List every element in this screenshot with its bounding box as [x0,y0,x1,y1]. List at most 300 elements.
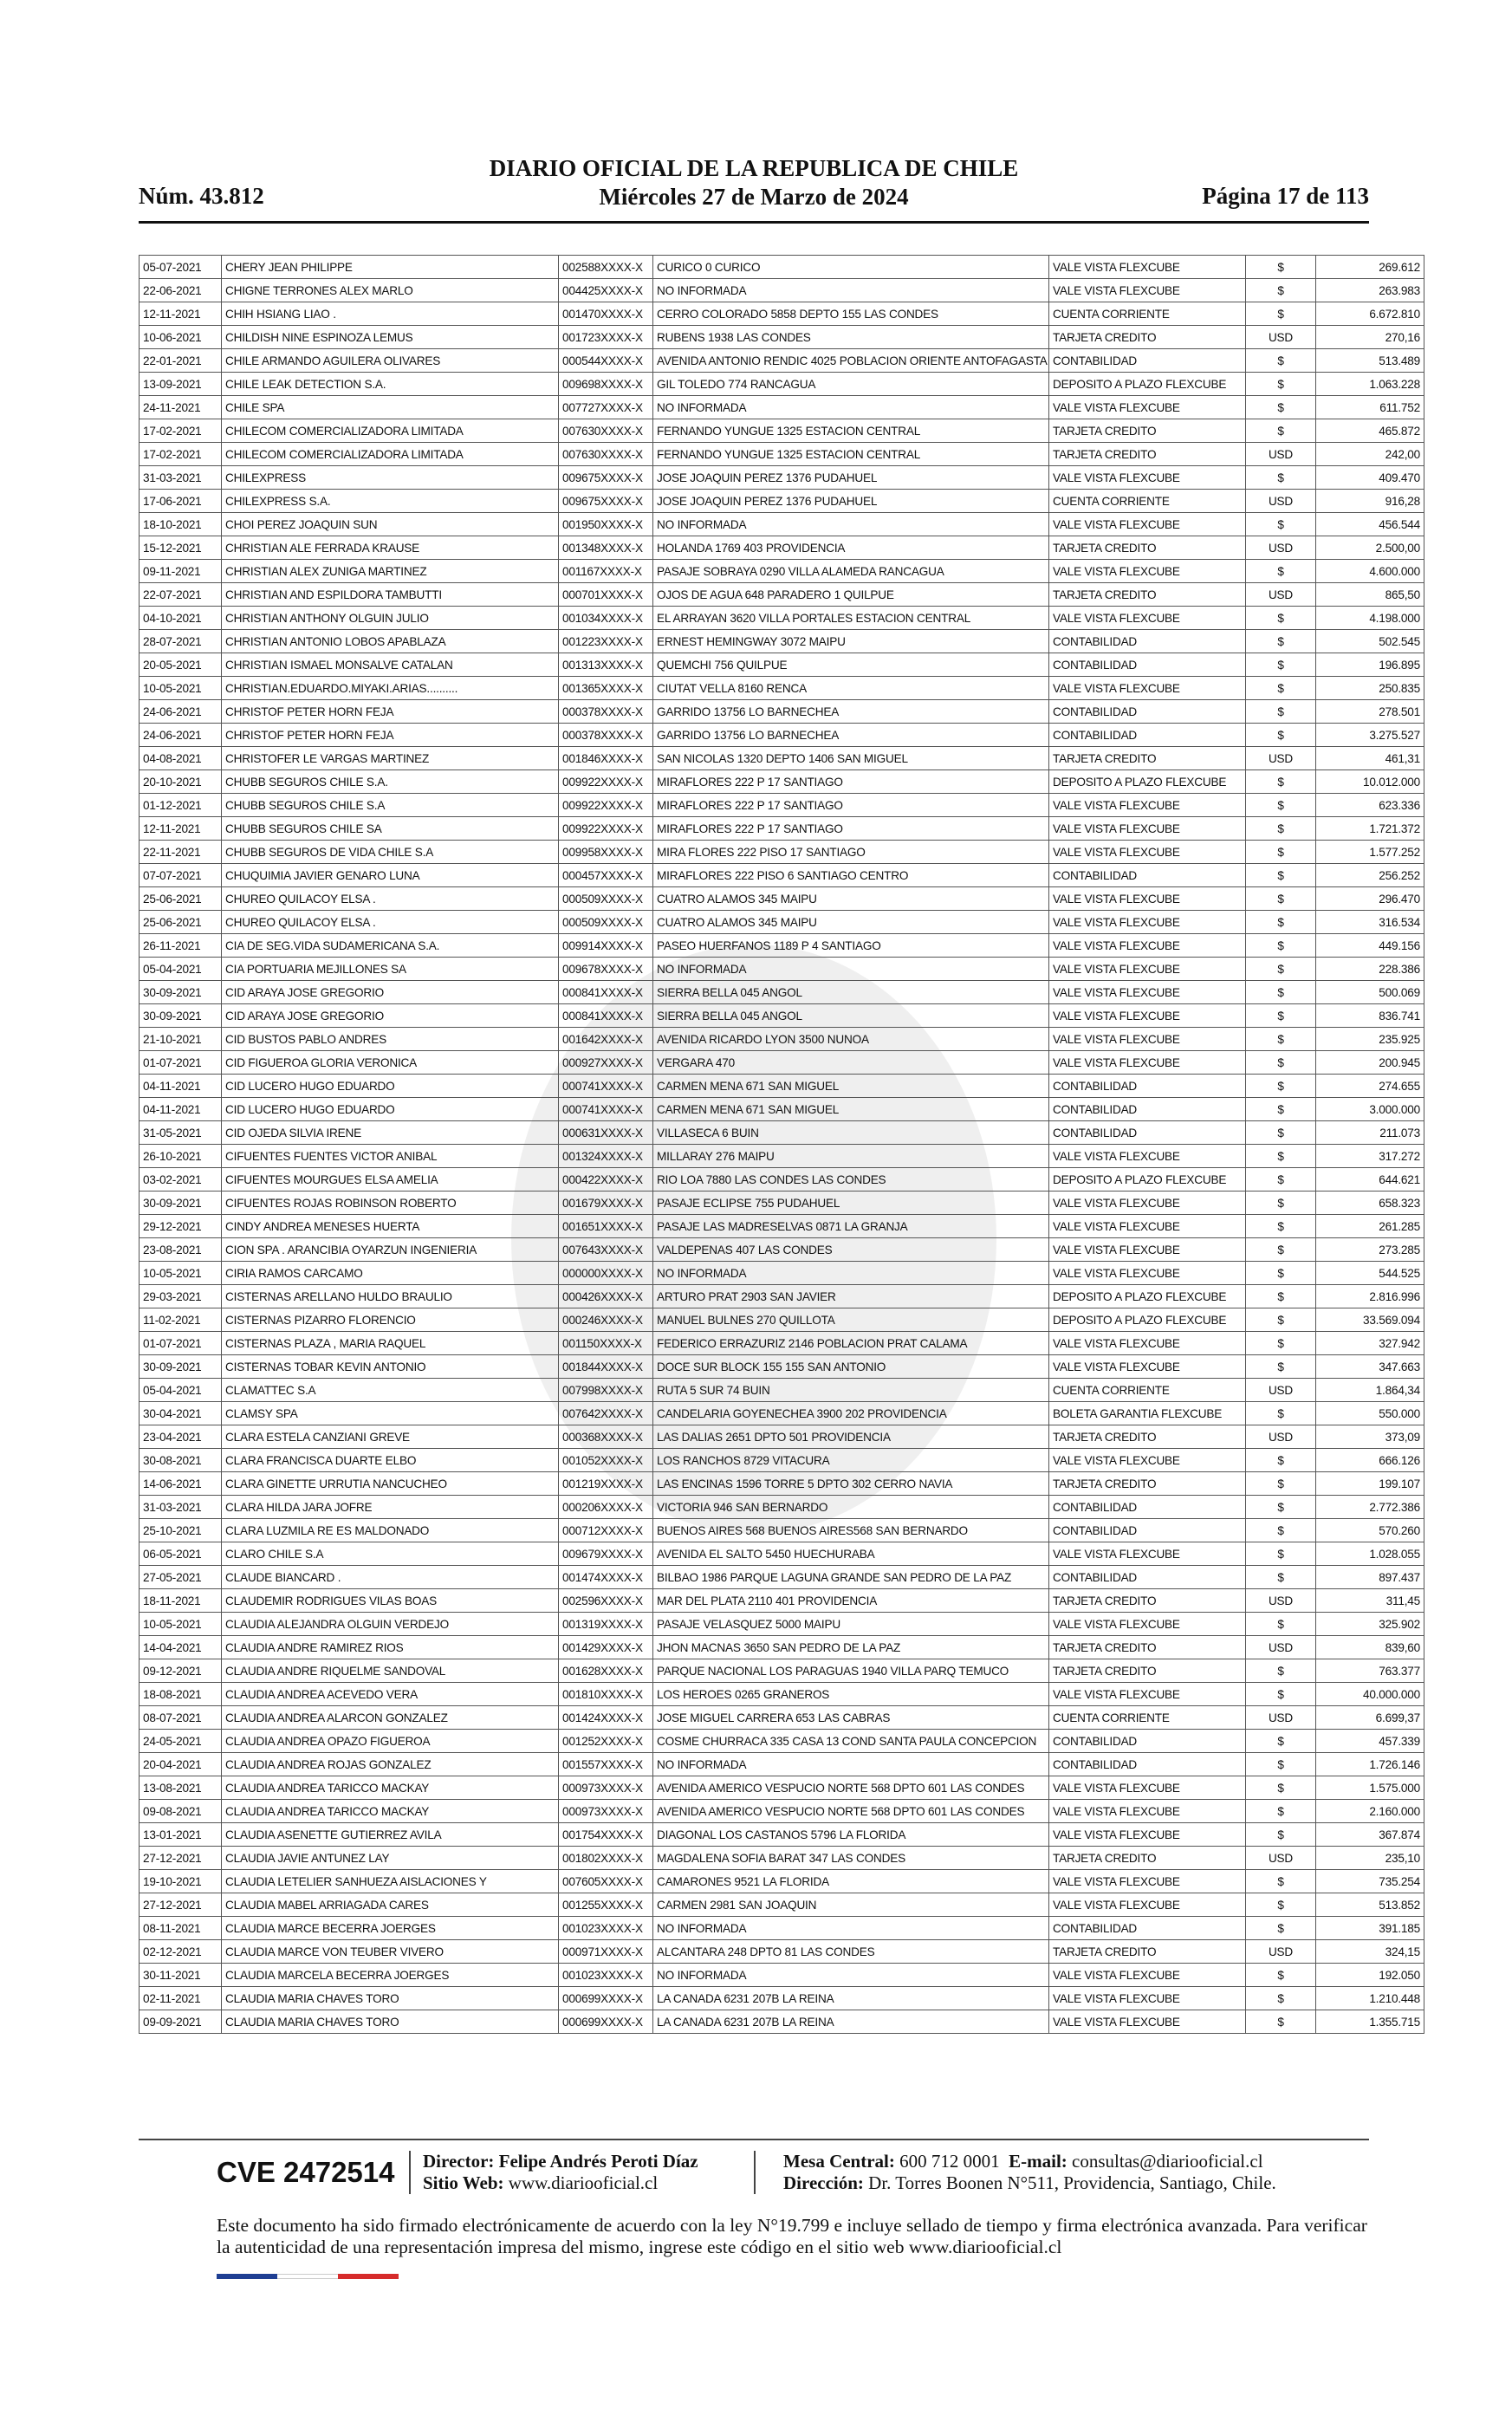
row-address: MAR DEL PLATA 2110 401 PROVIDENCIA [653,1589,1049,1613]
row-product: TARJETA CREDITO [1049,419,1246,443]
row-date: 22-07-2021 [140,583,222,607]
table-row [140,1753,1424,1776]
row-product: VALE VISTA FLEXCUBE [1049,841,1246,864]
row-name: CHRISTIAN ANTHONY OLGUIN JULIO [222,607,559,630]
row-address: PASAJE ECLIPSE 755 PUDAHUEL [653,1192,1049,1215]
row-date: 24-06-2021 [140,700,222,724]
row-name: CHRISTIAN ANTONIO LOBOS APABLAZA [222,630,559,653]
row-product: VALE VISTA FLEXCUBE [1049,1823,1246,1847]
row-name: CLAUDE BIANCARD . [222,1566,559,1589]
row-currency: USD [1246,1379,1316,1402]
row-address: CUATRO ALAMOS 345 MAIPU [653,911,1049,934]
row-address: NO INFORMADA [653,958,1049,981]
row-product: VALE VISTA FLEXCUBE [1049,817,1246,841]
row-address: ARTURO PRAT 2903 SAN JAVIER [653,1285,1049,1308]
row-rut: 009675XXXX-X [559,466,653,490]
row-rut: 000973XXXX-X [559,1800,653,1823]
row-currency: $ [1246,1542,1316,1566]
row-address: AVENIDA ANTONIO RENDIC 4025 POBLACION ORIENTE ANTOFAGASTA [653,349,1049,373]
gazette-masthead [139,154,1369,211]
row-currency: $ [1246,1145,1316,1168]
row-amount: 3.000.000 [1316,1098,1424,1121]
row-amount: 644.621 [1316,1168,1424,1192]
row-name: CHUBB SEGUROS CHILE S.A. [222,770,559,794]
row-address: AVENIDA RICARDO LYON 3500 NUNOA [653,1028,1049,1051]
row-rut: 001052XXXX-X [559,1449,653,1472]
row-address: SIERRA BELLA 045 ANGOL [653,981,1049,1004]
table-row [140,1964,1424,1987]
email-link[interactable]: consultas@diariooficial.cl [1072,2151,1263,2172]
row-amount: 456.544 [1316,513,1424,536]
row-currency: $ [1246,513,1316,536]
row-amount: 196.895 [1316,653,1424,677]
row-rut: 009958XXXX-X [559,841,653,864]
row-product: TARJETA CREDITO [1049,583,1246,607]
row-name: CLAUDIA ASENETTE GUTIERREZ AVILA [222,1823,559,1847]
table-row [140,1425,1424,1449]
row-amount: 735.254 [1316,1870,1424,1893]
table-row [140,794,1424,817]
row-currency: $ [1246,1028,1316,1051]
row-product: CONTABILIDAD [1049,864,1246,887]
row-currency: USD [1246,536,1316,560]
row-product: CONTABILIDAD [1049,1496,1246,1519]
row-name: CHUREO QUILACOY ELSA . [222,887,559,911]
row-name: CID OJEDA SILVIA IRENE [222,1121,559,1145]
row-address: NO INFORMADA [653,396,1049,419]
table-row [140,513,1424,536]
row-date: 08-07-2021 [140,1706,222,1730]
row-product: VALE VISTA FLEXCUBE [1049,607,1246,630]
row-product: DEPOSITO A PLAZO FLEXCUBE [1049,770,1246,794]
row-amount: 916,28 [1316,490,1424,513]
row-address: RUBENS 1938 LAS CONDES [653,326,1049,349]
table-row [140,1987,1424,2010]
table-row [140,1449,1424,1472]
row-product: TARJETA CREDITO [1049,747,1246,770]
row-rut: 001255XXXX-X [559,1893,653,1917]
row-product: VALE VISTA FLEXCUBE [1049,513,1246,536]
row-product: VALE VISTA FLEXCUBE [1049,1800,1246,1823]
row-address: JHON MACNAS 3650 SAN PEDRO DE LA PAZ [653,1636,1049,1659]
row-amount: 242,00 [1316,443,1424,466]
table-row [140,934,1424,958]
row-product: VALE VISTA FLEXCUBE [1049,1355,1246,1379]
row-address: FERNANDO YUNGUE 1325 ESTACION CENTRAL [653,443,1049,466]
row-address: ALCANTARA 248 DPTO 81 LAS CONDES [653,1940,1049,1964]
row-name: CID LUCERO HUGO EDUARDO [222,1075,559,1098]
row-product: CONTABILIDAD [1049,1730,1246,1753]
row-amount: 6.672.810 [1316,302,1424,326]
mesa-phone: 600 712 0001 [899,2151,1000,2172]
row-amount: 324,15 [1316,1940,1424,1964]
row-date: 05-07-2021 [140,256,222,279]
row-amount: 1.721.372 [1316,817,1424,841]
footer-separator [754,2151,756,2194]
row-address: CUATRO ALAMOS 345 MAIPU [653,887,1049,911]
row-product: VALE VISTA FLEXCUBE [1049,1776,1246,1800]
row-name: CHILE LEAK DETECTION S.A. [222,373,559,396]
row-product: DEPOSITO A PLAZO FLEXCUBE [1049,373,1246,396]
table-row [140,1917,1424,1940]
row-rut: 001679XXXX-X [559,1192,653,1215]
row-rut: 001313XXXX-X [559,653,653,677]
row-date: 31-05-2021 [140,1121,222,1145]
row-currency: $ [1246,1893,1316,1917]
row-date: 17-06-2021 [140,490,222,513]
row-rut: 001844XXXX-X [559,1355,653,1379]
row-address: MIRAFLORES 222 P 17 SANTIAGO [653,770,1049,794]
row-amount: 2.816.996 [1316,1285,1424,1308]
row-date: 04-08-2021 [140,747,222,770]
row-rut: 000378XXXX-X [559,724,653,747]
row-name: CIFUENTES FUENTES VICTOR ANIBAL [222,1145,559,1168]
row-date: 02-12-2021 [140,1940,222,1964]
row-rut: 000422XXXX-X [559,1168,653,1192]
row-currency: $ [1246,607,1316,630]
table-row [140,1636,1424,1659]
row-name: CHILDISH NINE ESPINOZA LEMUS [222,326,559,349]
row-date: 14-06-2021 [140,1472,222,1496]
row-name: CLAUDIA MARCE BECERRA JOERGES [222,1917,559,1940]
table-row [140,1192,1424,1215]
row-product: CUENTA CORRIENTE [1049,1379,1246,1402]
row-date: 03-02-2021 [140,1168,222,1192]
row-rut: 000741XXXX-X [559,1098,653,1121]
row-amount: 513.489 [1316,349,1424,373]
row-product: VALE VISTA FLEXCUBE [1049,560,1246,583]
row-address: FERNANDO YUNGUE 1325 ESTACION CENTRAL [653,419,1049,443]
row-address: AVENIDA AMERICO VESPUCIO NORTE 568 DPTO 601 LAS CONDES [653,1800,1049,1823]
row-amount: 4.198.000 [1316,607,1424,630]
row-currency: $ [1246,653,1316,677]
address-value: Dr. Torres Boonen N°511, Providencia, Santiago, Chile. [868,2172,1276,2193]
row-currency: $ [1246,1098,1316,1121]
row-currency: $ [1246,279,1316,302]
table-row [140,700,1424,724]
row-amount: 228.386 [1316,958,1424,981]
row-amount: 235,10 [1316,1847,1424,1870]
row-address: LA CANADA 6231 207B LA REINA [653,2010,1049,2034]
row-address: SAN NICOLAS 1320 DEPTO 1406 SAN MIGUEL [653,747,1049,770]
row-amount: 897.437 [1316,1566,1424,1589]
row-product: CONTABILIDAD [1049,1098,1246,1121]
row-rut: 009914XXXX-X [559,934,653,958]
table-row [140,1075,1424,1098]
row-rut: 001023XXXX-X [559,1917,653,1940]
row-rut: 001470XXXX-X [559,302,653,326]
issue-date: Miércoles 27 de Marzo de 2024 [599,184,909,210]
row-rut: 001424XXXX-X [559,1706,653,1730]
table-row [140,1402,1424,1425]
row-address: QUEMCHI 756 QUILPUE [653,653,1049,677]
row-name: CHRISTIAN AND ESPILDORA TAMBUTTI [222,583,559,607]
table-row [140,864,1424,887]
address-label: Dirección: [783,2172,864,2193]
row-name: CID LUCERO HUGO EDUARDO [222,1098,559,1121]
row-amount: 2.160.000 [1316,1800,1424,1823]
page-indicator: Página 17 de 113 [1202,183,1369,209]
row-rut: 000841XXXX-X [559,981,653,1004]
row-product: CONTABILIDAD [1049,1121,1246,1145]
table-row [140,1893,1424,1917]
row-product: TARJETA CREDITO [1049,1425,1246,1449]
row-address: DIAGONAL LOS CASTANOS 5796 LA FLORIDA [653,1823,1049,1847]
mesa-label: Mesa Central: [783,2151,895,2172]
row-amount: 550.000 [1316,1402,1424,1425]
row-name: CIFUENTES MOURGUES ELSA AMELIA [222,1168,559,1192]
row-date: 28-07-2021 [140,630,222,653]
row-product: BOLETA GARANTIA FLEXCUBE [1049,1402,1246,1425]
row-currency: USD [1246,490,1316,513]
row-date: 10-05-2021 [140,1262,222,1285]
table-row [140,1659,1424,1683]
row-date: 27-12-2021 [140,1893,222,1917]
row-date: 15-12-2021 [140,536,222,560]
row-name: CLAMATTEC S.A [222,1379,559,1402]
row-amount: 2.772.386 [1316,1496,1424,1519]
row-product: CONTABILIDAD [1049,1566,1246,1589]
row-currency: $ [1246,1449,1316,1472]
row-product: VALE VISTA FLEXCUBE [1049,887,1246,911]
row-currency: $ [1246,887,1316,911]
row-product: VALE VISTA FLEXCUBE [1049,1683,1246,1706]
row-rut: 000246XXXX-X [559,1308,653,1332]
row-address: GARRIDO 13756 LO BARNECHEA [653,700,1049,724]
row-rut: 000206XXXX-X [559,1496,653,1519]
row-rut: 007630XXXX-X [559,443,653,466]
row-product: VALE VISTA FLEXCUBE [1049,1542,1246,1566]
row-name: CHRISTOFER LE VARGAS MARTINEZ [222,747,559,770]
row-currency: $ [1246,677,1316,700]
row-currency: $ [1246,1192,1316,1215]
row-date: 23-08-2021 [140,1238,222,1262]
row-currency: $ [1246,1308,1316,1332]
row-amount: 763.377 [1316,1659,1424,1683]
row-date: 12-11-2021 [140,302,222,326]
row-name: CHILEXPRESS [222,466,559,490]
row-amount: 278.501 [1316,700,1424,724]
row-address: CARMEN MENA 671 SAN MIGUEL [653,1075,1049,1098]
table-row [140,373,1424,396]
row-date: 18-10-2021 [140,513,222,536]
row-date: 20-05-2021 [140,653,222,677]
row-address: BILBAO 1986 PARQUE LAGUNA GRANDE SAN PEDRO DE LA PAZ [653,1566,1049,1589]
row-currency: $ [1246,1355,1316,1379]
table-row [140,630,1424,653]
table-row [140,326,1424,349]
row-address: CAMARONES 9521 LA FLORIDA [653,1870,1049,1893]
row-address: CERRO COLORADO 5858 DEPTO 155 LAS CONDES [653,302,1049,326]
row-currency: $ [1246,724,1316,747]
table-row [140,841,1424,864]
row-currency: $ [1246,1566,1316,1589]
row-name: CID FIGUEROA GLORIA VERONICA [222,1051,559,1075]
row-amount: 317.272 [1316,1145,1424,1168]
row-product: VALE VISTA FLEXCUBE [1049,1238,1246,1262]
row-name: CISTERNAS TOBAR KEVIN ANTONIO [222,1355,559,1379]
row-address: AVENIDA EL SALTO 5450 HUECHURABA [653,1542,1049,1566]
website-label: Sitio Web: [423,2172,504,2193]
table-row [140,1472,1424,1496]
row-name: CLAUDIA ANDREA TARICCO MACKAY [222,1776,559,1800]
table-row [140,887,1424,911]
row-name: CLAUDIA MARIA CHAVES TORO [222,1987,559,2010]
row-name: CLAMSY SPA [222,1402,559,1425]
row-currency: $ [1246,302,1316,326]
row-currency: $ [1246,1168,1316,1192]
row-date: 09-08-2021 [140,1800,222,1823]
row-rut: 001034XXXX-X [559,607,653,630]
row-name: CHILECOM COMERCIALIZADORA LIMITADA [222,419,559,443]
issue-number: Núm. 43.812 [139,183,264,209]
row-currency: $ [1246,1753,1316,1776]
row-currency: USD [1246,1589,1316,1613]
row-address: PARQUE NACIONAL LOS PARAGUAS 1940 VILLA PARQ TEMUCO [653,1659,1049,1683]
row-product: VALE VISTA FLEXCUBE [1049,958,1246,981]
row-amount: 1.726.146 [1316,1753,1424,1776]
row-date: 26-10-2021 [140,1145,222,1168]
footer-separator [409,2151,411,2194]
row-currency: $ [1246,1402,1316,1425]
table-row [140,1238,1424,1262]
row-currency: $ [1246,1613,1316,1636]
row-rut: 004425XXXX-X [559,279,653,302]
row-address: SIERRA BELLA 045 ANGOL [653,1004,1049,1028]
website-link[interactable]: www.diariooficial.cl [508,2172,659,2193]
row-product: VALE VISTA FLEXCUBE [1049,1893,1246,1917]
row-rut: 007605XXXX-X [559,1870,653,1893]
row-amount: 839,60 [1316,1636,1424,1659]
table-row [140,1215,1424,1238]
row-address: ERNEST HEMINGWAY 3072 MAIPU [653,630,1049,653]
row-name: CISTERNAS PIZARRO FLORENCIO [222,1308,559,1332]
row-currency: USD [1246,443,1316,466]
table-row [140,1308,1424,1332]
row-address: JOSE JOAQUIN PEREZ 1376 PUDAHUEL [653,466,1049,490]
table-row [140,981,1424,1004]
row-product: TARJETA CREDITO [1049,1940,1246,1964]
row-address: JOSE JOAQUIN PEREZ 1376 PUDAHUEL [653,490,1049,513]
row-rut: 001167XXXX-X [559,560,653,583]
row-amount: 40.000.000 [1316,1683,1424,1706]
row-currency: $ [1246,1262,1316,1285]
row-name: CHRISTIAN.EDUARDO.MIYAKI.ARIAS.......... [222,677,559,700]
row-address: MIRAFLORES 222 P 17 SANTIAGO [653,817,1049,841]
row-rut: 007643XXXX-X [559,1238,653,1262]
row-date: 04-11-2021 [140,1098,222,1121]
row-product: CONTABILIDAD [1049,724,1246,747]
row-product: CONTABILIDAD [1049,1075,1246,1098]
row-product: VALE VISTA FLEXCUBE [1049,794,1246,817]
row-date: 12-11-2021 [140,817,222,841]
table-row [140,958,1424,981]
flag-blue-segment [217,2274,277,2279]
row-date: 20-04-2021 [140,1753,222,1776]
row-rut: 001642XXXX-X [559,1028,653,1051]
table-row [140,607,1424,630]
row-name: CLAUDIA ALEJANDRA OLGUIN VERDEJO [222,1613,559,1636]
row-product: TARJETA CREDITO [1049,1589,1246,1613]
table-row [140,747,1424,770]
row-currency: $ [1246,1285,1316,1308]
row-currency: $ [1246,817,1316,841]
row-address: RIO LOA 7880 LAS CONDES LAS CONDES [653,1168,1049,1192]
row-product: VALE VISTA FLEXCUBE [1049,1262,1246,1285]
row-product: TARJETA CREDITO [1049,536,1246,560]
row-rut: 007998XXXX-X [559,1379,653,1402]
row-date: 29-12-2021 [140,1215,222,1238]
row-date: 26-11-2021 [140,934,222,958]
row-currency: $ [1246,1472,1316,1496]
row-name: CHUBB SEGUROS CHILE SA [222,817,559,841]
row-amount: 269.612 [1316,256,1424,279]
row-name: CLAUDIA MARCE VON TEUBER VIVERO [222,1940,559,1964]
row-date: 31-03-2021 [140,1496,222,1519]
email-label: E-mail: [1009,2151,1067,2172]
row-currency: $ [1246,1496,1316,1519]
row-date: 18-08-2021 [140,1683,222,1706]
row-rut: 002596XXXX-X [559,1589,653,1613]
row-name: CLAUDIA ANDRE RIQUELME SANDOVAL [222,1659,559,1683]
table-row [140,1168,1424,1192]
row-address: LOS HEROES 0265 GRANEROS [653,1683,1049,1706]
director-name: Felipe Andrés Peroti Díaz [498,2151,698,2172]
row-amount: 327.942 [1316,1332,1424,1355]
row-amount: 256.252 [1316,864,1424,887]
row-date: 22-11-2021 [140,841,222,864]
row-currency: $ [1246,1519,1316,1542]
row-rut: 001252XXXX-X [559,1730,653,1753]
row-currency: $ [1246,794,1316,817]
row-date: 10-06-2021 [140,326,222,349]
row-currency: USD [1246,747,1316,770]
row-rut: 000701XXXX-X [559,583,653,607]
row-rut: 000378XXXX-X [559,700,653,724]
contact-block [783,2151,1276,2194]
table-row [140,490,1424,513]
table-row [140,1355,1424,1379]
row-address: CARMEN 2981 SAN JOAQUIN [653,1893,1049,1917]
row-amount: 865,50 [1316,583,1424,607]
table-row [140,770,1424,794]
row-amount: 347.663 [1316,1355,1424,1379]
row-currency: $ [1246,630,1316,653]
row-name: CID ARAYA JOSE GREGORIO [222,981,559,1004]
row-address: VILLASECA 6 BUIN [653,1121,1049,1145]
row-currency: $ [1246,981,1316,1004]
table-row [140,911,1424,934]
row-address: VERGARA 470 [653,1051,1049,1075]
row-product: DEPOSITO A PLAZO FLEXCUBE [1049,1285,1246,1308]
row-amount: 273.285 [1316,1238,1424,1262]
row-rut: 001628XXXX-X [559,1659,653,1683]
row-address: NO INFORMADA [653,1262,1049,1285]
row-name: CID ARAYA JOSE GREGORIO [222,1004,559,1028]
row-date: 14-04-2021 [140,1636,222,1659]
row-rut: 000368XXXX-X [559,1425,653,1449]
table-row [140,466,1424,490]
table-row [140,1004,1424,1028]
table-row [140,419,1424,443]
row-currency: USD [1246,1847,1316,1870]
row-rut: 000712XXXX-X [559,1519,653,1542]
table-row [140,1028,1424,1051]
table-row [140,1379,1424,1402]
table-row [140,1870,1424,1893]
row-date: 22-01-2021 [140,349,222,373]
row-address: CARMEN MENA 671 SAN MIGUEL [653,1098,1049,1121]
